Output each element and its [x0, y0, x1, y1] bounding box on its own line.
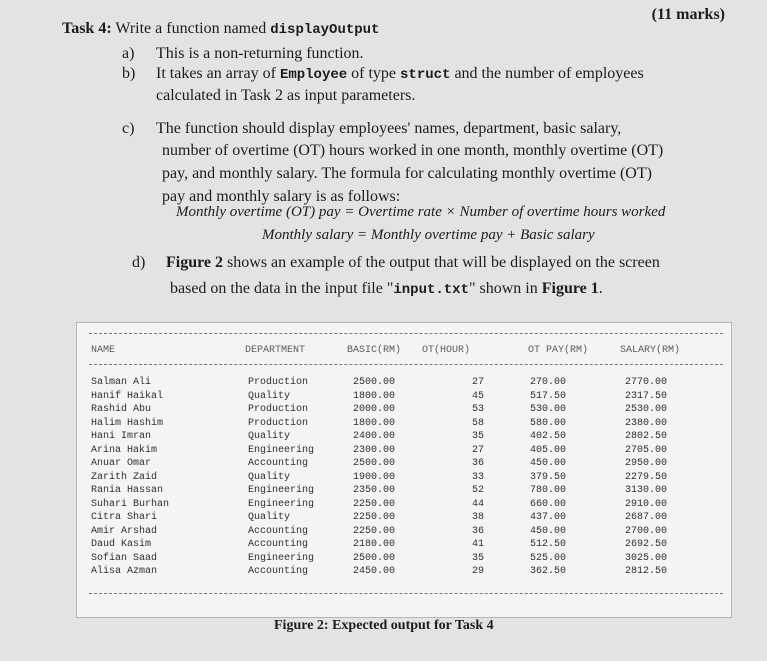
cell-department: Production — [248, 377, 309, 388]
cell-department: Engineering — [248, 485, 315, 496]
cell-ot-hour: 52 — [472, 485, 485, 496]
item-a — [122, 43, 364, 64]
item-b-letter: b) — [122, 65, 136, 82]
figure-caption: Figure 2: Expected output for Task 4 — [274, 618, 494, 633]
cell-ot-pay: 530.00 — [530, 404, 567, 415]
item-a-letter: a) — [122, 45, 135, 62]
header-name: NAME — [91, 345, 116, 356]
cell-salary: 3130.00 — [625, 485, 668, 496]
cell-basic: 2300.00 — [353, 444, 396, 456]
cell-salary: 2802.50 — [625, 431, 668, 442]
cell-ot-pay: 580.00 — [530, 417, 567, 429]
cell-name: Suhari Burhan — [91, 498, 170, 510]
cell-ot-hour: 27 — [472, 444, 485, 456]
task-label: Task 4: — [62, 20, 112, 37]
cell-name: Alisa Azman — [91, 566, 158, 577]
cell-salary: 2950.00 — [625, 458, 668, 469]
cell-basic: 1800.00 — [353, 390, 396, 402]
item-a-text: This is a non-returning function. — [156, 45, 364, 62]
cell-name: Hanif Haikal — [91, 390, 164, 402]
item-b-code1: Employee — [279, 67, 348, 83]
cell-ot-hour: 53 — [472, 404, 485, 415]
cell-name: Daud Kasim — [91, 539, 152, 550]
cell-ot-hour: 45 — [472, 390, 485, 402]
cell-salary: 2279.50 — [625, 471, 668, 483]
cell-name: Rania Hassan — [91, 485, 164, 496]
bottom-divider — [89, 593, 723, 594]
cell-name: Sofian Saad — [91, 552, 158, 564]
cell-salary: 2770.00 — [625, 377, 668, 388]
item-b — [122, 63, 644, 86]
cell-name: Arina Hakim — [91, 444, 158, 456]
item-c-line-1: The function should display employees' names, department, basic salary, — [156, 120, 622, 137]
item-d — [132, 252, 660, 273]
cell-ot-pay: 402.50 — [530, 431, 567, 442]
cell-name: Halim Hashim — [91, 417, 164, 429]
cell-ot-pay: 780.00 — [530, 485, 567, 496]
cell-salary: 2692.50 — [625, 539, 668, 550]
cell-ot-hour: 36 — [472, 458, 485, 469]
input-file-name: input.txt — [393, 282, 469, 298]
cell-ot-hour: 29 — [472, 566, 485, 577]
cell-name: Citra Shari — [91, 512, 158, 523]
cell-ot-hour: 58 — [472, 417, 485, 429]
cell-ot-hour: 27 — [472, 377, 485, 388]
cell-salary: 2812.50 — [625, 566, 668, 577]
cell-basic: 2000.00 — [353, 404, 396, 415]
cell-ot-pay: 362.50 — [530, 566, 567, 577]
cell-ot-hour: 36 — [472, 525, 485, 537]
cell-salary: 2380.00 — [625, 417, 668, 429]
cell-department: Engineering — [248, 444, 315, 456]
formula-salary: Monthly salary = Monthly overtime pay + Basic salary — [262, 227, 595, 243]
cell-basic: 2250.00 — [353, 525, 396, 537]
cell-ot-pay: 405.00 — [530, 444, 567, 456]
cell-department: Quality — [248, 431, 291, 442]
cell-name: Zarith Zaid — [91, 471, 158, 483]
function-name: displayOutput — [270, 22, 380, 38]
cell-basic: 2500.00 — [353, 458, 396, 469]
item-c-line-2: number of overtime (OT) hours worked in one month, monthly overtime (OT) — [162, 142, 664, 159]
cell-basic: 2500.00 — [353, 377, 396, 388]
cell-ot-pay: 512.50 — [530, 539, 567, 550]
cell-basic: 1900.00 — [353, 471, 396, 483]
cell-ot-pay: 517.50 — [530, 390, 567, 402]
cell-name: Rashid Abu — [91, 404, 152, 415]
cell-ot-pay: 450.00 — [530, 458, 567, 469]
item-d-letter: d) — [132, 254, 146, 271]
cell-name: Anuar Omar — [91, 458, 152, 469]
cell-name: Amir Arshad — [91, 525, 158, 537]
cell-department: Accounting — [248, 525, 309, 537]
cell-ot-pay: 525.00 — [530, 552, 567, 564]
item-c-line-3: pay, and monthly salary. The formula for calculating monthly overtime (OT) — [162, 165, 652, 182]
cell-department: Engineering — [248, 552, 315, 564]
item-b-text3: and the number of employees — [454, 65, 644, 82]
cell-department: Accounting — [248, 539, 309, 550]
item-b-text2: of type — [351, 65, 397, 82]
item-d-fig1: Figure 1 — [541, 280, 599, 297]
figure-2-output — [76, 322, 732, 618]
cell-name: Salman Ali — [91, 377, 152, 388]
cell-basic: 2450.00 — [353, 566, 396, 577]
header-salary: SALARY(RM) — [620, 345, 681, 356]
cell-name: Hani Imran — [91, 431, 152, 442]
item-c-letter: c) — [122, 120, 135, 137]
cell-department: Quality — [248, 390, 291, 402]
task-title — [62, 20, 379, 38]
cell-department: Accounting — [248, 458, 309, 469]
cell-ot-hour: 35 — [472, 431, 485, 442]
item-d-fig-ref: Figure 2 — [166, 254, 224, 271]
cell-basic: 2180.00 — [353, 539, 396, 550]
item-d-line2 — [170, 278, 603, 301]
cell-ot-hour: 41 — [472, 539, 485, 550]
cell-salary: 2700.00 — [625, 525, 668, 537]
cell-salary: 2317.50 — [625, 390, 668, 402]
cell-ot-pay: 379.50 — [530, 471, 567, 483]
cell-department: Production — [248, 417, 309, 429]
cell-salary: 2705.00 — [625, 444, 668, 456]
header-ot-hour: OT(HOUR) — [422, 345, 471, 356]
top-divider — [89, 333, 723, 334]
item-c — [122, 118, 622, 139]
task-text: Write a function named — [115, 20, 267, 37]
cell-ot-hour: 38 — [472, 512, 485, 523]
cell-ot-hour: 35 — [472, 552, 485, 564]
header-ot-pay: OT PAY(RM) — [528, 345, 589, 356]
header-department: DEPARTMENT — [245, 345, 306, 356]
item-b-text1: It takes an array of — [156, 65, 276, 82]
cell-basic: 1800.00 — [353, 417, 396, 429]
cell-basic: 2250.00 — [353, 498, 396, 510]
item-d-text1: shows an example of the output that will be displayed on the screen — [227, 254, 660, 271]
cell-ot-hour: 33 — [472, 471, 485, 483]
item-d-text2: based on the data in the input file " — [170, 280, 394, 297]
marks-label: (11 marks) — [651, 6, 725, 23]
cell-department: Engineering — [248, 498, 315, 510]
cell-salary: 2687.00 — [625, 512, 668, 523]
cell-ot-hour: 44 — [472, 498, 485, 510]
cell-salary: 2910.00 — [625, 498, 668, 510]
cell-ot-pay: 660.00 — [530, 498, 567, 510]
cell-basic: 2500.00 — [353, 552, 396, 564]
cell-ot-pay: 270.00 — [530, 377, 567, 388]
item-b-code2: struct — [400, 67, 451, 83]
header-basic: BASIC(RM) — [347, 345, 402, 356]
cell-department: Quality — [248, 471, 291, 483]
cell-basic: 2350.00 — [353, 485, 396, 496]
cell-department: Accounting — [248, 566, 309, 577]
cell-basic: 2400.00 — [353, 431, 396, 442]
cell-department: Production — [248, 404, 309, 415]
cell-salary: 3025.00 — [625, 552, 668, 564]
item-d-text3: " shown in — [468, 280, 538, 297]
header-divider — [89, 364, 723, 365]
cell-ot-pay: 450.00 — [530, 525, 567, 537]
cell-ot-pay: 437.00 — [530, 512, 567, 523]
cell-department: Quality — [248, 512, 291, 523]
formula-ot: Monthly overtime (OT) pay = Overtime rate × Number of overtime hours worked — [176, 204, 666, 220]
item-b-line2: calculated in Task 2 as input parameters. — [156, 87, 416, 104]
item-c-line-4: pay and monthly salary is as follows: — [162, 188, 401, 205]
cell-salary: 2530.00 — [625, 404, 668, 415]
item-d-text4: . — [598, 280, 603, 297]
cell-basic: 2250.00 — [353, 512, 396, 523]
